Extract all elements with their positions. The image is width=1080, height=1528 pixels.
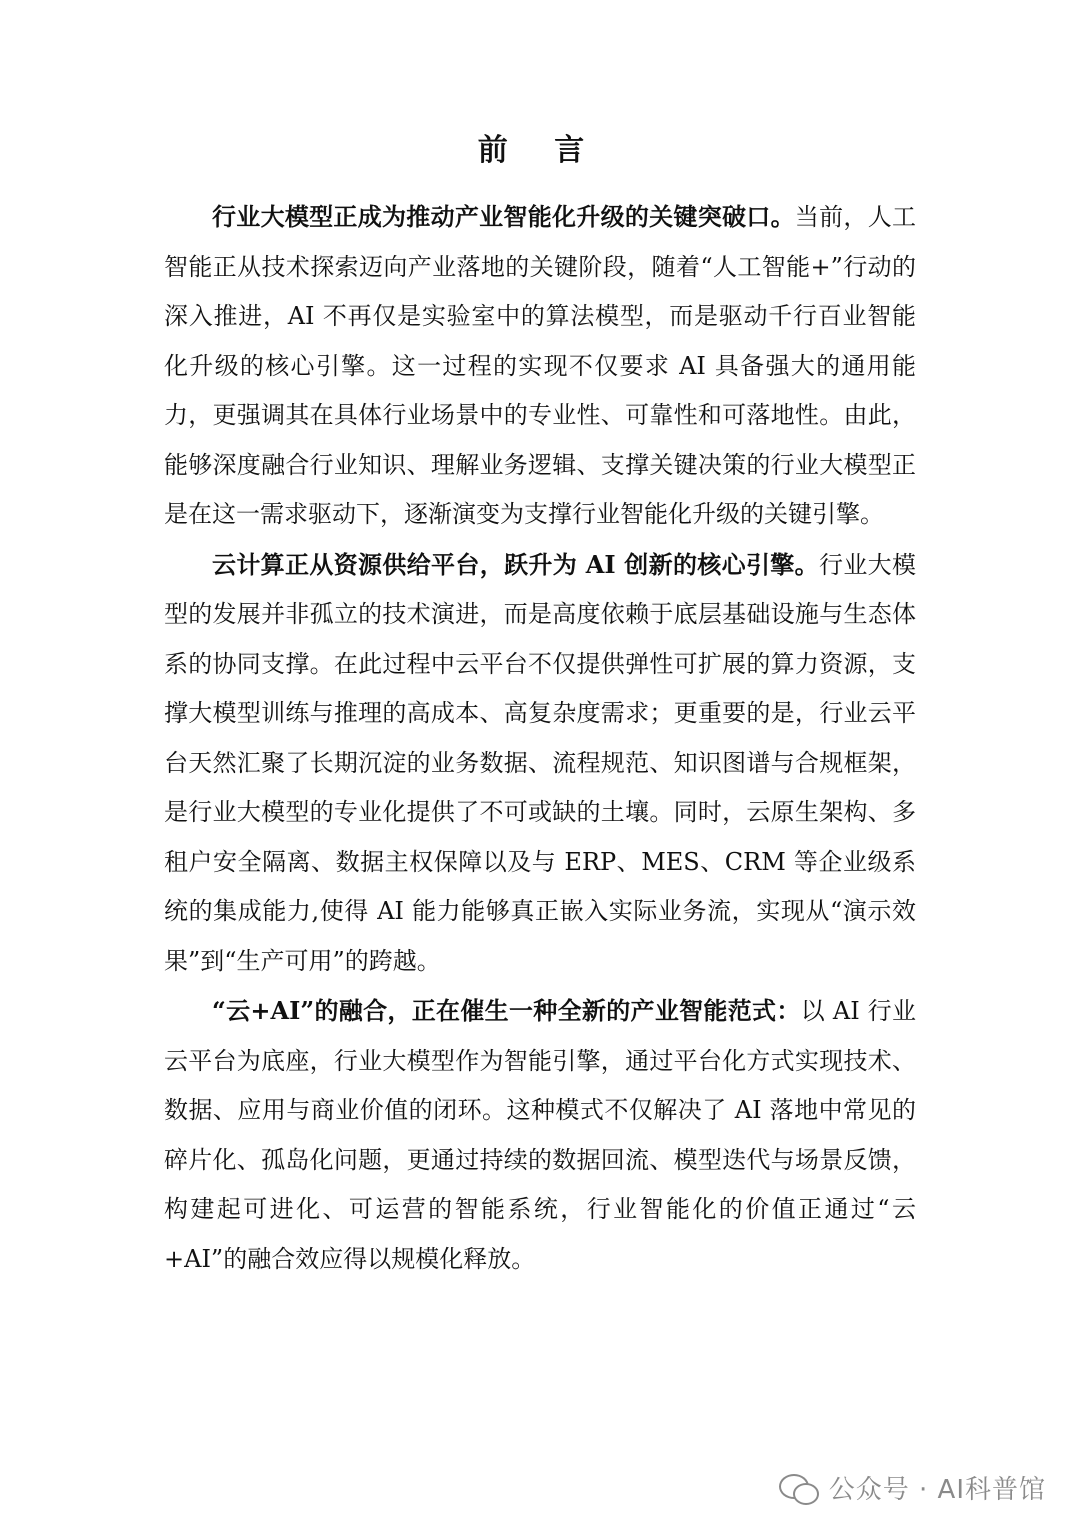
wechat-icon bbox=[779, 1472, 819, 1504]
document-page bbox=[164, 128, 916, 1284]
paragraph-1-body: 当前，人工智能正从技术探索迈向产业落地的关键阶段，随着“人工智能+”行动的深入推进，AI 不再仅是实验室中的算法模型，而是驱动千行百业智能化升级的核心引擎。这一过程的实现不仅要求 AI 具备强大的通用能力，更强调其在具体行业场景中的专业性、可靠性和可落地性。由此，能够深度融合行业知识、理解业务逻辑、支撑关键决策的行业大模型正是在这一需求驱动下，逐渐演变为支撑行业智能化升级的关键引擎。 bbox=[164, 203, 917, 528]
page-title: 前 言 bbox=[477, 133, 603, 168]
paragraph-3 bbox=[164, 986, 916, 1284]
watermark bbox=[779, 1469, 1046, 1506]
paragraph-2-lead: 云计算正从资源供给平台，跃升为 AI 创新的核心引擎。 bbox=[212, 549, 819, 579]
paragraph-3-body: 以 AI 行业云平台为底座，行业大模型作为智能引擎，通过平台化方式实现技术、数据、应用与商业价值的闭环。这种模式不仅解决了 AI 落地中常见的碎片化、孤岛化问题，更通过持续的数据回流、模型迭代与场景反馈，构建起可进化、可运营的智能系统，行业智能化的价值正通过“云+AI”的融合效应得以规模化释放。 bbox=[164, 997, 916, 1273]
paragraph-1 bbox=[164, 192, 916, 540]
paragraph-2-body: 行业大模型的发展并非孤立的技术演进，而是高度依赖于底层基础设施与生态体系的协同支撑。在此过程中云平台不仅提供弹性可扩展的算力资源，支撑大模型训练与推理的高成本、高复杂度需求；更重要的是，行业云平台天然汇聚了长期沉淀的业务数据、流程规范、知识图谱与合规框架，是行业大模型的专业化提供了不可或缺的土壤。同时，云原生架构、多租户安全隔离、数据主权保障以及与 ERP、MES、CRM 等企业级系统的集成能力,使得 AI 能力能够真正嵌入实际业务流，实现从“演示效果”到“生产可用”的跨越。 bbox=[164, 550, 916, 975]
paragraph-3-lead: “云+AI”的融合，正在催生一种全新的产业智能范式： bbox=[212, 996, 801, 1025]
paragraph-1-lead: 行业大模型正成为推动产业智能化升级的关键突破口。 bbox=[212, 202, 795, 231]
watermark-text: 公众号 · AI科普馆 bbox=[828, 1475, 1046, 1505]
paragraph-2 bbox=[164, 540, 916, 987]
